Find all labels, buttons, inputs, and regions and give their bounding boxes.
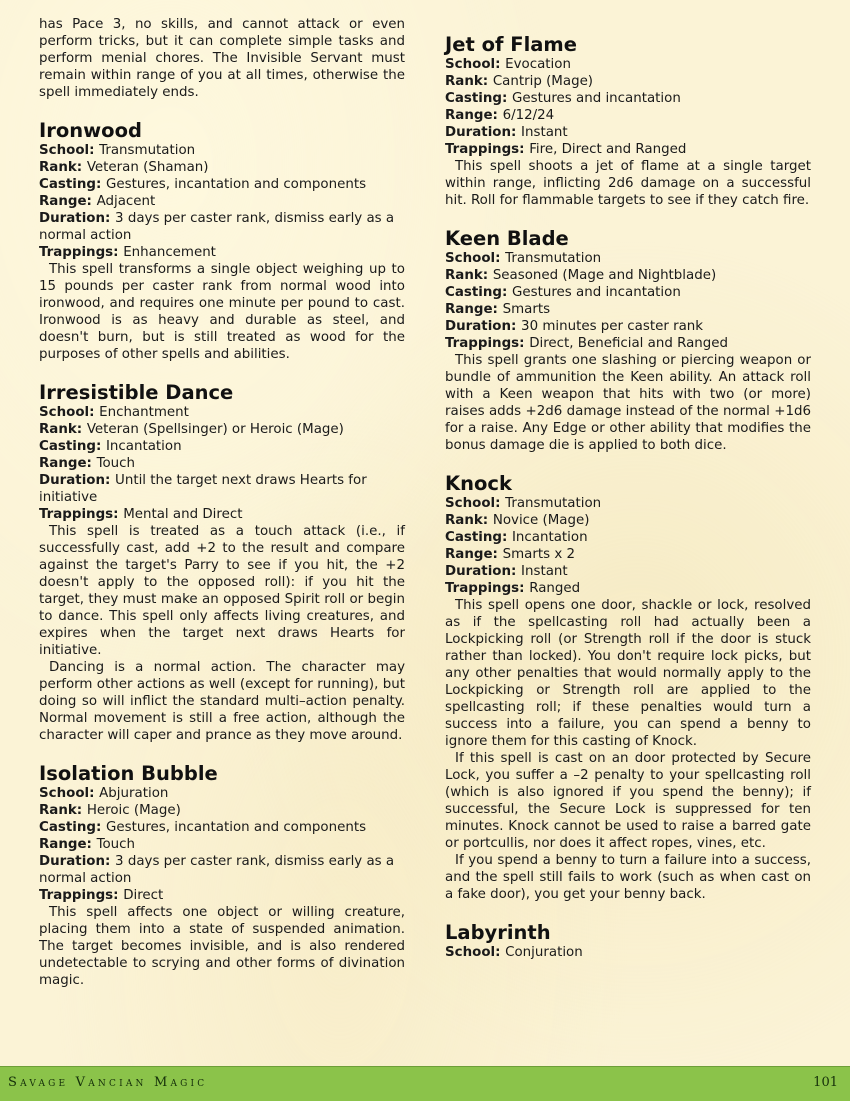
- spell-rank: Rank: Seasoned (Mage and Nightblade): [445, 268, 717, 283]
- spell-casting: Casting: Incantation: [39, 439, 182, 454]
- spell-rank: Rank: Heroic (Mage): [39, 803, 181, 818]
- spell-school: School: Evocation: [445, 57, 571, 72]
- spell-range: Range: Smarts x 2: [445, 547, 576, 562]
- spell-title: Ironwood: [39, 119, 142, 142]
- spell-trappings: Trappings: Direct, Beneficial and Ranged: [445, 336, 729, 351]
- spell-casting: Casting: Gestures, incantation and components: [39, 820, 367, 835]
- book-title: Savage Vancian Magic: [8, 1075, 208, 1090]
- spell-trappings: Trappings: Fire, Direct and Ranged: [445, 142, 687, 157]
- spell-trappings: Trappings: Mental and Direct: [39, 507, 243, 522]
- spell-range: Range: 6/12/24: [445, 108, 555, 123]
- spell-entry-irresistible-dance: [39, 382, 405, 744]
- spell-description: Dancing is a normal action. The character may perform other actions as well (except for running), but doing so will inflict the standard multi–action penalty. Normal movement is still a free action, although the character will caper and prance as they move around.: [39, 660, 405, 743]
- spell-title: Labyrinth: [445, 921, 551, 944]
- spell-duration: Duration: 30 minutes per caster rank: [445, 319, 704, 334]
- spell-school: School: Abjuration: [39, 786, 169, 801]
- spell-rank: Rank: Veteran (Shaman): [39, 160, 209, 175]
- spell-school: School: Enchantment: [39, 405, 189, 420]
- spell-range: Range: Smarts: [445, 302, 551, 317]
- spell-entry-jet-of-flame: [445, 34, 811, 209]
- spell-description: This spell opens one door, shackle or lock, resolved as if the spellcasting roll had actually been a Lockpicking roll (or Strength roll if the door is stuck rather than locked). You don't require lock picks, but any other penalties that would normally apply to the Lockpicking or Strength roll are applied to the spellcasting roll; if these penalties would turn a success into a failure, you can spend a benny to ignore them for this casting of Knock.: [445, 598, 811, 749]
- spell-entry-keen-blade: [445, 228, 811, 454]
- spell-range: Range: Touch: [39, 456, 136, 471]
- spell-school: School: Transmutation: [39, 143, 196, 158]
- spell-duration: Duration: Instant: [445, 125, 568, 140]
- spell-casting: Casting: Gestures and incantation: [445, 91, 681, 106]
- spell-school: School: Conjuration: [445, 945, 583, 960]
- spell-duration: Duration: Instant: [445, 564, 568, 579]
- spell-school: School: Transmutation: [445, 251, 602, 266]
- spell-school: School: Transmutation: [445, 496, 602, 511]
- spell-entry-labyrinth: [445, 922, 811, 961]
- spell-entry-ironwood: [39, 120, 405, 363]
- spell-title: Isolation Bubble: [39, 762, 218, 785]
- spell-entry-knock: [445, 473, 811, 903]
- spell-rank: Rank: Novice (Mage): [445, 513, 590, 528]
- spell-casting: Casting: Gestures, incantation and components: [39, 177, 367, 192]
- spell-title: Knock: [445, 472, 512, 495]
- spell-description: If this spell is cast on an door protected by Secure Lock, you suffer a –2 penalty to your spellcasting roll (which is also ignored if you spend the benny); if successful, the Secure Lock is suppressed for ten minutes. Knock cannot be used to raise a barred gate or portcullis, nor does it affect ropes, vines, etc.: [445, 751, 811, 851]
- spell-title: Jet of Flame: [445, 33, 577, 56]
- spell-trappings: Trappings: Direct: [39, 888, 164, 903]
- spell-description: This spell affects one object or willing creature, placing them into a state of suspended animation. The target becomes invisible, and is also rendered undetectable to scrying and other forms of divination magic.: [39, 905, 405, 988]
- spell-rank: Rank: Veteran (Spellsinger) or Heroic (Mage): [39, 422, 344, 437]
- spell-entry-isolation-bubble: [39, 763, 405, 989]
- left-column: [39, 16, 405, 989]
- spell-duration: Duration: Until the target next draws Hearts for initiative: [39, 473, 367, 505]
- spell-duration: Duration: 3 days per caster rank, dismiss early as a normal action: [39, 854, 395, 886]
- spell-trappings: Trappings: Enhancement: [39, 245, 216, 260]
- spell-rank: Rank: Cantrip (Mage): [445, 74, 594, 89]
- spell-description: This spell grants one slashing or piercing weapon or bundle of ammunition the Keen ability. An attack roll with a Keen weapon that hits with two (or more) raises adds +2d6 damage instead of the normal +1d6 for a raise. Any Edge or other ability that modifies the bonus damage die is applied to both dice.: [445, 353, 811, 453]
- spell-title: Irresistible Dance: [39, 381, 234, 404]
- spell-duration: Duration: 3 days per caster rank, dismiss early as a normal action: [39, 211, 395, 243]
- spell-casting: Casting: Gestures and incantation: [445, 285, 681, 300]
- spell-casting: Casting: Incantation: [445, 530, 588, 545]
- spell-description: If you spend a benny to turn a failure into a success, and the spell still fails to work (such as when cast on a fake door), you get your benny back.: [445, 853, 811, 902]
- spell-description: This spell transforms a single object weighing up to 15 pounds per caster rank from normal wood into ironwood, and requires one minute per pound to cast. Ironwood is as heavy and durable as steel, and doesn't burn, but is still treated as wood for the purposes of other spells and abilities.: [39, 262, 405, 362]
- intro-paragraph: has Pace 3, no skills, and cannot attack or even perform tricks, but it can complete simple tasks and perform menial chores. The Invisible Servant must remain within range of you at all times, otherwise the spell immediately ends.: [39, 17, 405, 100]
- spell-description: This spell shoots a jet of flame at a single target within range, inflicting 2d6 damage on a successful hit. Roll for flammable targets to see if they catch fire.: [445, 159, 811, 208]
- right-column: [445, 16, 811, 961]
- page-number: 101: [813, 1075, 838, 1090]
- page-footer: [0, 1066, 850, 1101]
- spell-description: This spell is treated as a touch attack (i.e., if successfully cast, add +2 to the result and compare against the target's Parry to see if you hit, the +2 doesn't apply to the opposed roll): if you hit the target, they must make an opposed Spirit roll or begin to dance. This spell only affects living creatures, and expires when the target next draws Hearts for initiative.: [39, 524, 405, 658]
- spell-range: Range: Touch: [39, 837, 136, 852]
- spell-range: Range: Adjacent: [39, 194, 156, 209]
- spell-title: Keen Blade: [445, 227, 569, 250]
- spell-trappings: Trappings: Ranged: [445, 581, 581, 596]
